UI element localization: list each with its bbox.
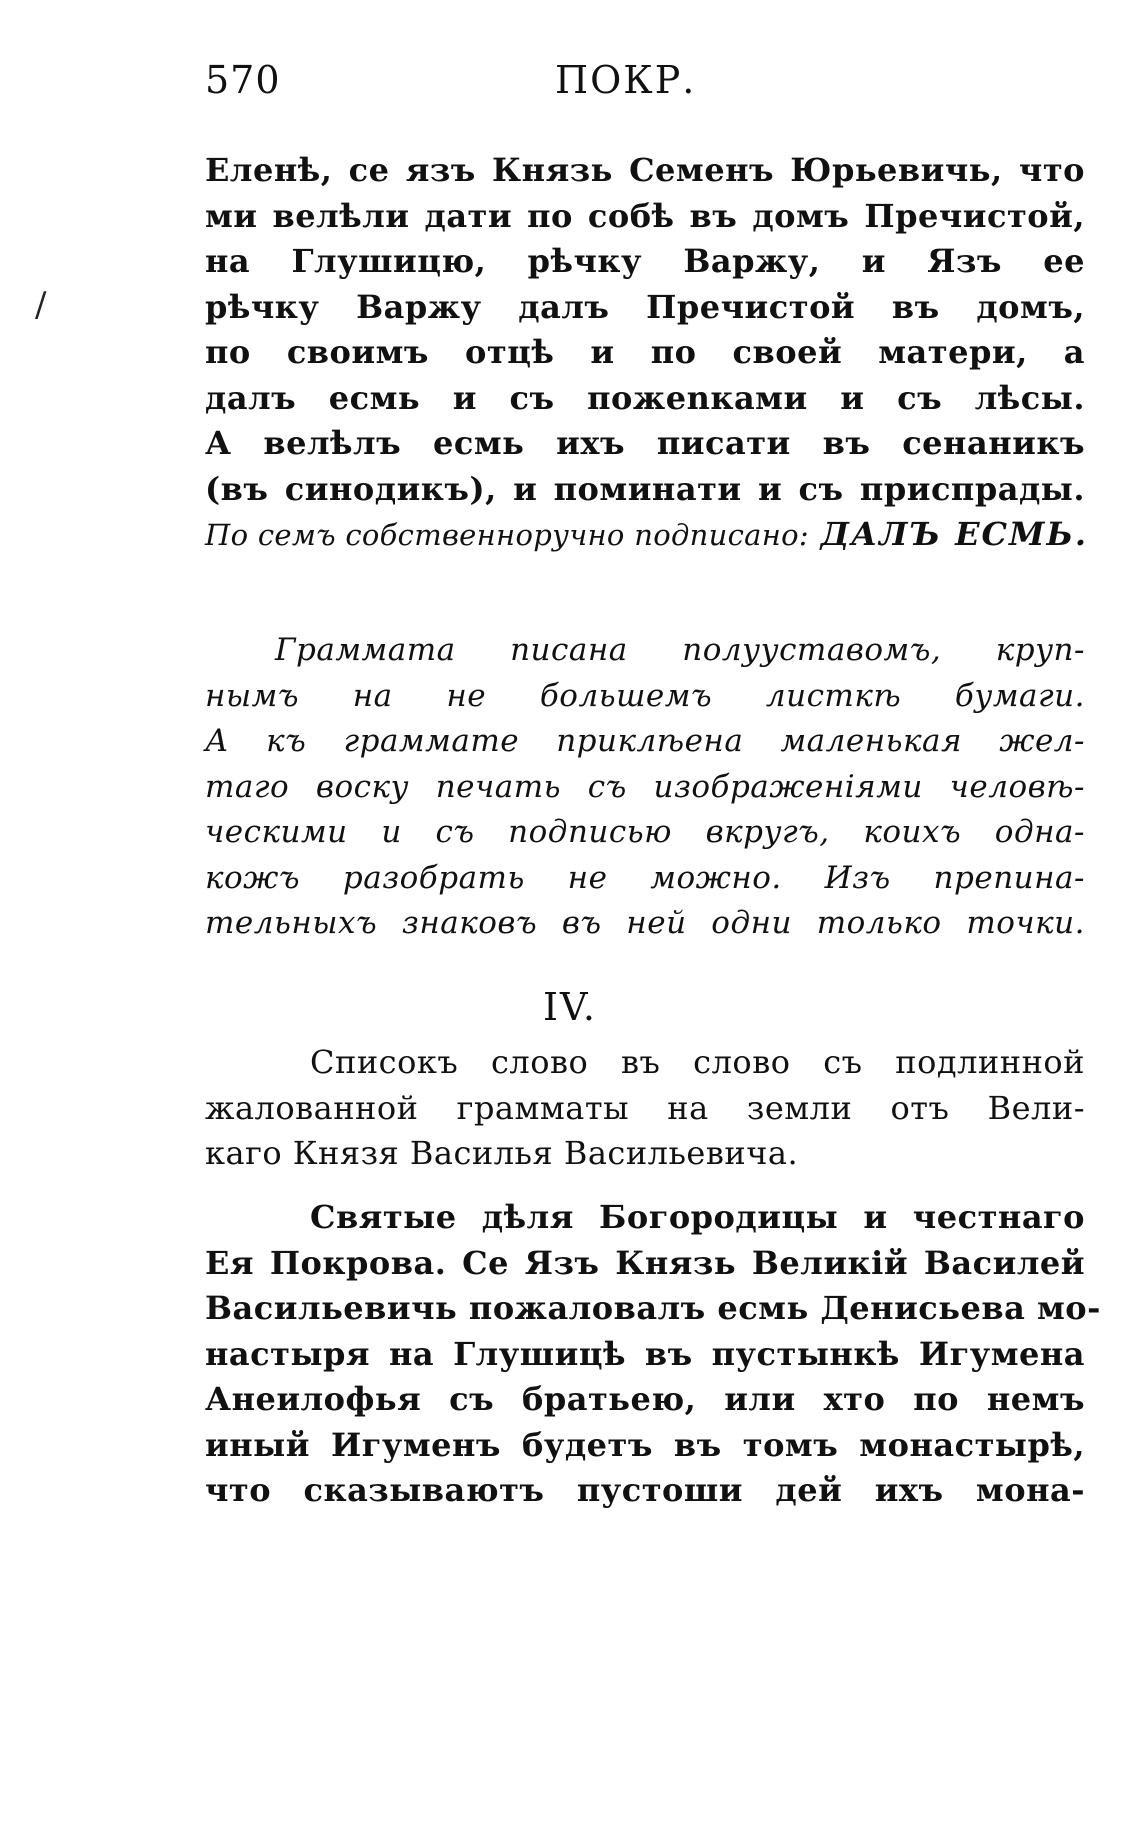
paragraph-editorial-note	[205, 628, 1085, 947]
signature: ДАЛЪ ЕСМЬ.	[820, 515, 1088, 553]
note-line: ческими и съ подписью вкругъ, коихъ одна-	[205, 814, 1085, 850]
note-line: таго воску печать съ изображеніями человѣ-	[205, 768, 1085, 805]
text-line: что сказываютъ пустоши дей ихъ мона-	[205, 1471, 1085, 1509]
margin-mark: /	[35, 285, 47, 325]
page-number: 570	[205, 58, 281, 102]
paragraph-list-heading	[205, 1040, 1085, 1177]
note-line: Граммата писана полууставомъ, круп-	[275, 632, 1085, 668]
text-line: настыря на Глушицѣ въ пустынкѣ Игумена	[205, 1334, 1085, 1373]
text-line: по своимъ отцѣ и по своей матери, а	[205, 333, 1085, 371]
text-line: далъ есмь и съ пожenками и съ лѣсы.	[205, 378, 1085, 417]
text-line: иный Игуменъ будетъ въ томъ монастырѣ,	[205, 1425, 1085, 1464]
text-line: А велѣлъ есмь ихъ писати въ сенаникъ	[205, 424, 1085, 462]
note-line: нымъ на не большемъ листкѣ бумаги.	[205, 677, 1085, 714]
text-line: Святые дѣля Богородицы и честнаго	[310, 1198, 1085, 1236]
signature-caption: По семъ собственноручно подписано:	[205, 518, 809, 552]
note-line: А къ граммате приклѣена маленькая жел-	[205, 723, 1085, 759]
text-line: Списокъ слово въ слово съ подлинной	[310, 1043, 1085, 1081]
text-line: на Глушицю, рѣчку Варжу, и Язъ ее	[205, 242, 1085, 280]
signature-line	[205, 512, 1088, 558]
text-line: Анеилофья съ братьею, или хто по немъ	[205, 1380, 1085, 1418]
text-line: рѣчку Варжу далъ Пречистой въ домъ,	[205, 287, 1085, 326]
text-line: (въ синодикъ), и поминати и съ приспрады.	[205, 469, 1085, 508]
section-heading: IV.	[543, 985, 597, 1029]
page-header	[205, 58, 1085, 118]
paragraph-grant-text	[205, 1195, 1101, 1514]
text-line: жалованной граммaты на земли отъ Вели-	[205, 1088, 1085, 1127]
text-line: каго Князя Василья Васильевича.	[205, 1134, 799, 1172]
paragraph-charter-text	[205, 148, 1088, 558]
note-line: кожъ разобрать не можно. Изъ препина-	[205, 859, 1085, 896]
text-line: Васильевичь пожаловалъ есмь Денисьева мо-	[205, 1289, 1101, 1327]
text-line: ми велѣли дати по собѣ въ домъ Пречистой,	[205, 196, 1085, 235]
running-head: ПОКР.	[555, 58, 697, 102]
text-line: Еленѣ, се язъ Князь Семенъ Юрьевичь, что	[205, 151, 1085, 189]
text-line: Ея Покрова. Се Язъ Князь Великій Василей	[205, 1243, 1085, 1282]
note-line: тельныхъ знаковъ въ ней одни только точки.	[205, 905, 1085, 941]
